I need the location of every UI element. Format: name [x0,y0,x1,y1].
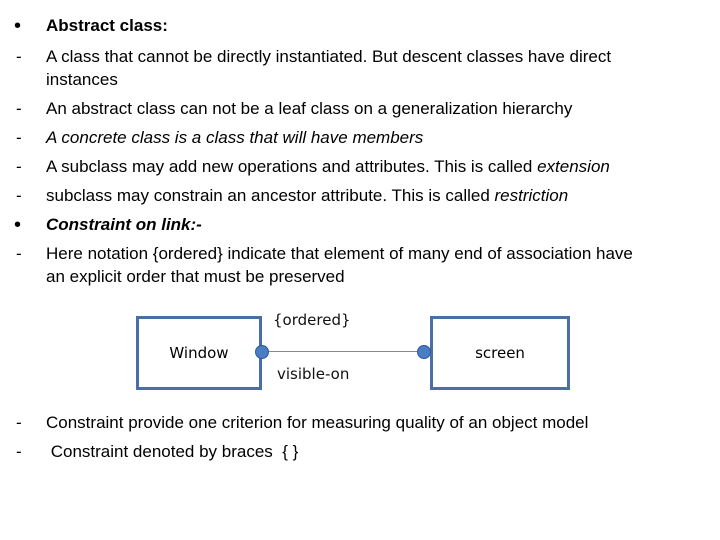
screen-class-label: screen [475,344,525,362]
window-class-box [136,316,262,390]
list-item-text: Here notation {ordered} indicate that element of many end of association have [46,244,633,263]
list-item-text: Constraint denoted by braces { } [46,442,299,461]
heading-constraint-on-link: Constraint on link:- [46,215,202,234]
term-restriction: restriction [494,186,569,205]
dash-marker: - [16,128,22,147]
list-item-text-part: subclass may constrain an ancestor attribute. This is called [46,186,495,205]
list-item-text: Constraint provide one criterion for measuring quality of an object model [46,413,589,432]
association-diagram [130,305,570,390]
dash-marker: - [16,186,22,205]
list-item-text: an explicit order that must be preserved [46,267,345,286]
list-item-text [46,185,706,207]
association-name-label: visible-on [277,365,350,383]
bullet-marker: • [14,214,22,236]
association-line [262,351,430,352]
screen-class-box [430,316,570,390]
ordered-constraint-label: {ordered} [273,311,351,329]
term-extension: extension [537,157,610,176]
list-item-text: instances [46,70,118,89]
dash-marker: - [16,244,22,263]
list-item-text: A class that cannot be directly instantiated. But descent classes have direct [46,47,612,66]
dash-marker: - [16,413,22,432]
bullet-marker: • [14,15,22,37]
list-item-text [46,156,706,178]
heading-abstract-class: Abstract class: [46,16,168,35]
window-class-label: Window [169,344,229,362]
dash-marker: - [16,442,22,461]
dash-marker: - [16,47,22,66]
dash-marker: - [16,99,22,118]
dash-marker: - [16,157,22,176]
association-end-dot-icon [417,345,431,359]
list-item-text-part: A subclass may add new operations and attributes. This is called [46,157,538,176]
list-item-text: A concrete class is a class that will have members [46,128,424,147]
list-item-text: An abstract class can not be a leaf class on a generalization hierarchy [46,99,573,118]
association-end-dot-icon [255,345,269,359]
